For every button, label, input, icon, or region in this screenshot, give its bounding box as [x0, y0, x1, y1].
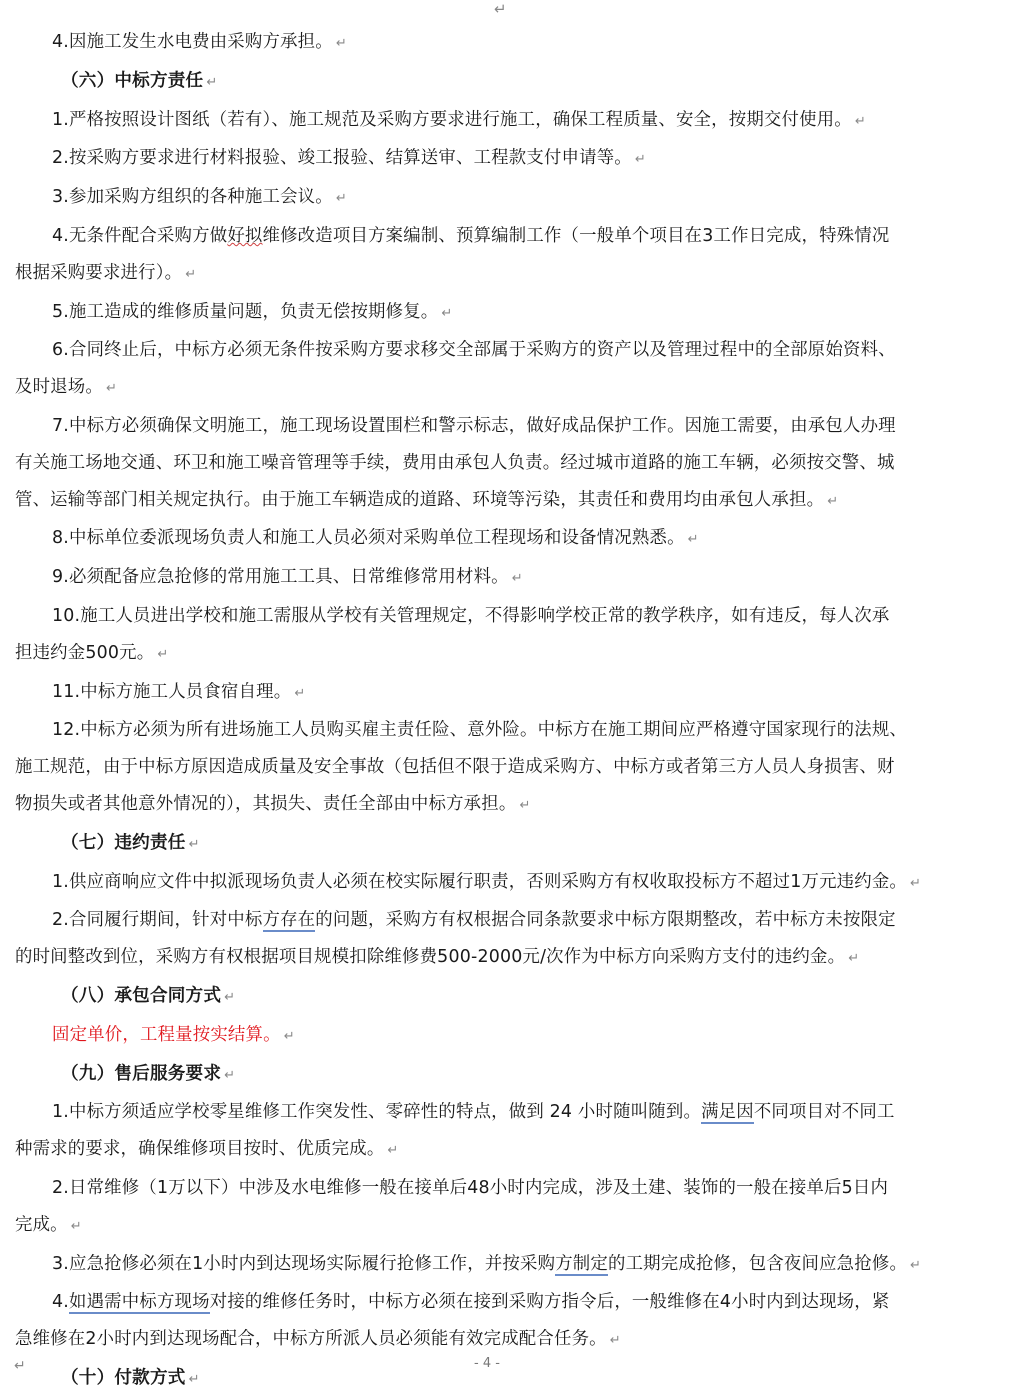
- section-heading: （六）中标方责任↵: [15, 63, 987, 102]
- paragraph-mark: [910, 876, 921, 891]
- paragraph: 10.施工人员进出学校和施工需服从学校有关管理规定，不得影响学校正常的教学秩序，如有违反，每人次承: [52, 605, 890, 626]
- paragraph-continuation: 担违约金500元。↵: [15, 635, 987, 674]
- paragraph: 8.中标单位委派现场负责人和施工人员必须对采购单位工程现场和设备情况熟悉。↵: [15, 520, 987, 559]
- paragraph: 3.应急抢修必须在1小时内到达现场实际履行抢修工作，并按采购方制定的工期完成抢修，包含夜间应急抢修。↵: [15, 1246, 987, 1285]
- paragraph-mark: [206, 75, 217, 90]
- paragraph: 1.中标方须适应学校零星维修工作突发性、零碎性的特点，做到 24 小时随叫随到。满足因不同项目对不同工: [52, 1102, 895, 1123]
- paragraph: 9.必须配备应急抢修的常用施工工具、日常维修常用材料。↵: [15, 559, 987, 598]
- paragraph-highlighted: 固定单价，工程量按实结算。↵: [15, 1017, 987, 1056]
- paragraph-mark: [224, 1068, 235, 1083]
- paragraph: 3.参加采购方组织的各种施工会议。↵: [15, 179, 987, 218]
- paragraph-mark: [336, 191, 347, 206]
- paragraph-continuation: 物损失或者其他意外情况的），其损失、责任全部由中标方承担。↵: [15, 786, 987, 825]
- paragraph-mark: [610, 1333, 621, 1348]
- paragraph-continuation: 完成。↵: [15, 1207, 987, 1246]
- paragraph-mark: [106, 381, 117, 396]
- paragraph-mark: [387, 1143, 398, 1158]
- paragraph: 4.如遇需中标方现场对接的维修任务时，中标方必须在接到采购方指令后，一般维修在4小时内到达现场，紧: [52, 1292, 890, 1313]
- paragraph-mark: [185, 267, 196, 282]
- paragraph-continuation: 及时退场。↵: [15, 369, 987, 408]
- paragraph-mark: [224, 990, 235, 1005]
- paragraph: 4.因施工发生水电费由采购方承担。↵: [15, 24, 987, 63]
- section-heading: （七）违约责任↵: [15, 825, 987, 864]
- paragraph-mark: [910, 1258, 921, 1273]
- grammar-underline: 方制定: [555, 1253, 608, 1274]
- section-heading: （八）承包合同方式↵: [15, 978, 987, 1017]
- grammar-underline: 满足因: [701, 1102, 754, 1123]
- grammar-underline: 方存在: [262, 910, 316, 931]
- paragraph: 12.中标方必须为所有进场施工人员购买雇主责任险、意外险。中标方在施工期间应严格遵守国家现行的法规、: [52, 720, 908, 741]
- paragraph-mark: [519, 798, 530, 813]
- paragraph-mark: [71, 1219, 82, 1234]
- paragraph-mark: [512, 571, 523, 586]
- paragraph-continuation: 管、运输等部门相关规定执行。由于施工车辆造成的道路、环境等污染，其责任和费用均由承包人承担。↵: [15, 482, 987, 521]
- paragraph-mark: [294, 686, 305, 701]
- paragraph: 2.合同履行期间，针对中标方存在的问题，采购方有权根据合同条款要求中标方限期整改，若中标方未按限定: [52, 910, 896, 931]
- paragraph-continuation: 施工规范，由于中标方原因造成质量及安全事故（包括但不限于造成采购方、中标方或者第三方人员人身损害、财: [15, 757, 895, 778]
- paragraph-continuation: 有关施工场地交通、环卫和施工噪音管理等手续，费用由承包人负责。经过城市道路的施工车辆，必须按交警、城: [15, 452, 895, 473]
- paragraph-mark: [635, 152, 646, 167]
- paragraph-mark: [848, 951, 859, 966]
- paragraph-mark: [827, 494, 838, 509]
- paragraph-mark: [189, 1372, 200, 1387]
- paragraph: 7.中标方必须确保文明施工，施工现场设置围栏和警示标志，做好成品保护工作。因施工需要，由承包人办理: [52, 415, 896, 436]
- paragraph: 11.中标方施工人员食宿自理。↵: [15, 674, 987, 713]
- section-heading: （十）付款方式↵: [15, 1360, 987, 1399]
- paragraph-mark-top: ↵: [494, 0, 507, 18]
- page-number: - 4 -: [474, 1356, 500, 1371]
- paragraph-mark-footer: ↵: [14, 1358, 26, 1374]
- paragraph-mark: [284, 1029, 295, 1044]
- paragraph: 1.严格按照设计图纸（若有）、施工规范及采购方要求进行施工，确保工程质量、安全，按期交付使用。↵: [15, 102, 987, 141]
- paragraph-continuation: 根据采购要求进行）。↵: [15, 255, 987, 294]
- paragraph: 5.施工造成的维修质量问题，负责无偿按期修复。↵: [15, 294, 987, 333]
- paragraph-mark: [441, 306, 452, 321]
- section-heading: （九）售后服务要求↵: [15, 1056, 987, 1095]
- paragraph-mark: [688, 532, 699, 547]
- paragraph-continuation: 种需求的要求，确保维修项目按时、优质完成。↵: [15, 1131, 987, 1170]
- paragraph-mark: [855, 114, 866, 129]
- paragraph-mark: [189, 837, 200, 852]
- paragraph: 4.无条件配合采购方做好拟维修改造项目方案编制、预算编制工作（一般单个项目在3工作日完成，特殊情况: [52, 225, 890, 246]
- paragraph-mark: [336, 36, 347, 51]
- paragraph: 6.合同终止后，中标方必须无条件按采购方要求移交全部属于采购方的资产以及管理过程中的全部原始资料、: [52, 340, 896, 361]
- paragraph-continuation: 的时间整改到位，采购方有权根据项目规模扣除维修费500-2000元/次作为中标方向采购方支付的违约金。↵: [15, 939, 987, 978]
- paragraph-mark: [157, 647, 168, 662]
- paragraph: 1.供应商响应文件中拟派现场负责人必须在校实际履行职责，否则采购方有权收取投标方不超过1万元违约金。↵: [15, 864, 987, 903]
- paragraph-continuation: 急维修在2小时内到达现场配合，中标方所派人员必须能有效完成配合任务。↵: [15, 1321, 987, 1360]
- paragraph: 2.日常维修（1万以下）中涉及水电维修一般在接单后48小时内完成，涉及土建、装饰的一般在接单后5日内: [52, 1177, 889, 1198]
- spellcheck-underline: 好拟: [227, 225, 263, 246]
- grammar-underline: 如遇需中标方现场: [69, 1292, 210, 1313]
- document-body: [15, 24, 987, 1399]
- paragraph: 2.按采购方要求进行材料报验、竣工报验、结算送审、工程款支付申请等。↵: [15, 140, 987, 179]
